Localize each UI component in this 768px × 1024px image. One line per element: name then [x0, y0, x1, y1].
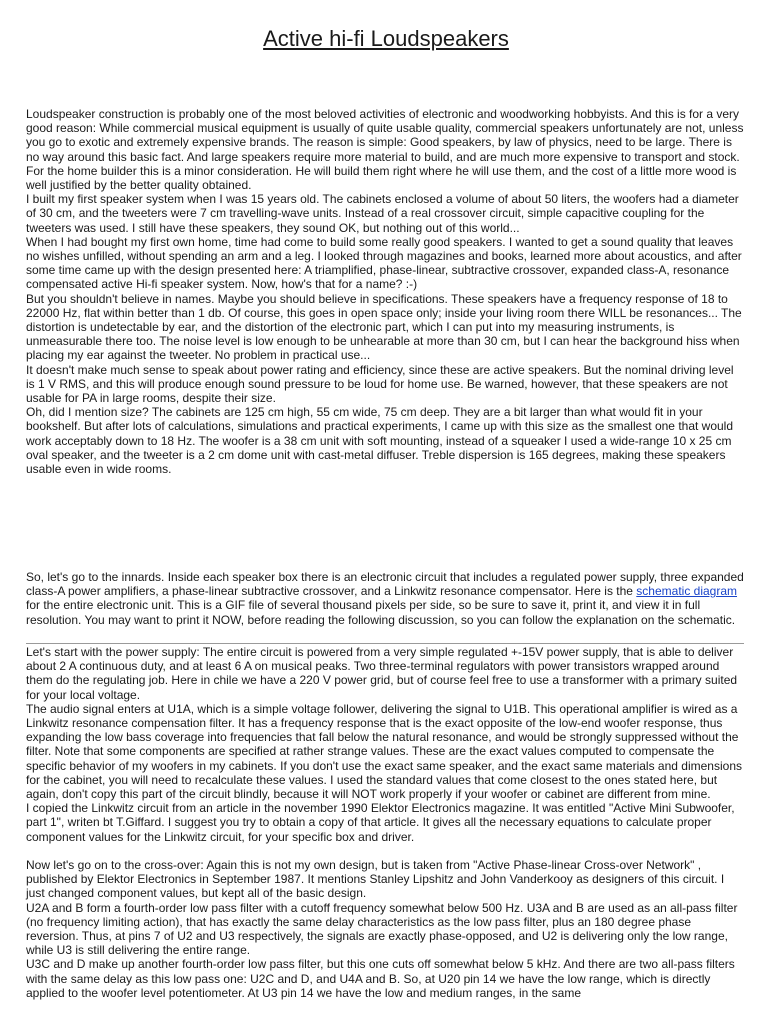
horizontal-divider: [26, 643, 744, 644]
paragraph: But you shouldn't believe in names. Maybe you should believe in specifications. These speakers have a frequency response of 18 to 22000 Hz, flat within better than 1 db. Of course, this goes in open space only; inside your living room there WILL be resonances... The distortion is undetectable by ear, and the distortion of the electronic part, which I can put into my measuring instruments, is unmeasurable there too. The noise level is low enough to be unhearable at more than 30 cm, but I can hear the background hiss when placing my ear against the tweeter. No problem in practical use...: [26, 291, 742, 363]
paragraph: I copied the Linkwitz circuit from an article in the november 1990 Elektor Electronics magazine. It was entitled "Active Mini Subwoofer, part 1", writen bt T.Giffard. I suggest you try to obtain a copy of that article. It gives all the necessary equations to calculate proper component values for the Linkwitz circuit, for your specific box and driver.: [26, 801, 735, 844]
paragraph: For the home builder this is a minor consideration. He will build them right where he will use them, and the cost of a little more wood is well justified by the better quality obtained.: [26, 163, 737, 193]
paragraph: It doesn't make much sense to speak about power rating and efficiency, since these are active speakers. But the nominal driving level is 1 V RMS, and this will produce enough sound pressure to be loud for home use. Be warned, however, that these speakers are not usable for PA in large rooms, despite their size.: [26, 362, 734, 406]
paragraph: U3C and D make up another fourth-order low pass filter, but this one cuts off somewhat below 5 kHz. And there are two all-pass filters with the same delay as this low pass one: U2C and D, and U4A and B. So, at U20 pin 14 we have the low range, which is directly applied to the woofer level potentiometer. At U3 pin 14 we have the low and medium ranges, in the same: [26, 957, 735, 1000]
innards-section: [26, 570, 744, 627]
paragraph: U2A and B form a fourth-order low pass filter with a cutoff frequency somewhat below 500 Hz. U3A and B are used as an all-pass filter (no frequency limiting action), that has exactly the same delay characteristics as the low pass filter, plus an 180 degree phase reversion. Thus, at pins 7 of U2 and U3 respectively, the signals are exactly phase-opposed, and U2 is delivering only the low range, while U3 is still delivering the entire range.: [26, 900, 738, 958]
paragraph: Let's start with the power supply: The entire circuit is powered from a very simple regulated +-15V power supply, that is able to deliver about 2 A continuous duty, and at least 6 A on musical peaks. Two three-terminal regulators with power transistors wrapped around them do the regulating job. Here in chile we have a 220 V power grid, but of course feel free to use a transformer with a primary suited for your local voltage.: [26, 645, 738, 702]
paragraph: Now let's go on to the cross-over: Again this is not my own design, but is taken from "Active Phase-linear Cross-over Network" , published by Elektor Electronics in September 1987. It mentions Stanley Lipshitz and John Vanderkooy as designers of this circuit. I just changed component values, but kept all of the basic design.: [26, 858, 725, 901]
document-page: [26, 0, 746, 1024]
innards-text-before: So, let's go to the innards. Inside each speaker box there is an electronic circuit that includes a regulated power supply, three expanded class-A power amplifiers, a phase-linear subtractive crossover, and a Linkwitz resonance compensator. Here is the: [26, 570, 744, 599]
paragraph: [26, 570, 744, 627]
intro-section: [26, 107, 744, 476]
page-title: Active hi-fi Loudspeakers: [263, 26, 509, 51]
paragraph: Oh, did I mention size? The cabinets are 125 cm high, 55 cm wide, 75 cm deep. They are a bit larger than what would fit in your bookshelf. But after lots of calculations, simulations and practical experiments, I came up with this size as the smallest one that would work acceptably down to 18 Hz. The woofer is a 38 cm unit with soft mounting, instead of a squeaker I used a wide-range 10 x 25 cm oval speaker, and the tweeter is a 2 cm dome unit with cast-metal diffuser. Treble dispersion is 165 degrees, making these speakers usable even in wide rooms.: [26, 405, 734, 477]
schematic-diagram-link[interactable]: schematic diagram: [636, 584, 738, 599]
paragraph: Loudspeaker construction is probably one of the most beloved activities of electronic and woodworking hobbyists. And this is for a very good reason: While commercial musical equipment is usually of quite usable quality, commercial speakers unfortunately are not, unless you go to exotic and extremely expensive brands. The reason is simple: Good speakers, by law of physics, need to be large. There is no way around this basic fact. And large speakers require more material to build, and are much more expensive to transport and stock.: [26, 107, 744, 164]
paragraph: I built my first speaker system when I was 15 years old. The cabinets enclosed a volume of about 50 liters, the woofers had a diameter of 30 cm, and the tweeters were 7 cm travelling-wave units. Instead of a real crossover circuit, simple capacitive coupling for the tweeters was used. I still have these speakers, they sound OK, but nothing out of this world...: [26, 192, 739, 235]
paragraph-gap: [26, 844, 744, 858]
paragraph: When I had bought my first own home, time had come to build some really good speakers. I wanted to get a sound quality that leaves no wishes unfilled, without spending an arm and a leg. I looked through magazines and books, learned more about acoustics, and after some time came up with the design presented here: A triamplified, phase-linear, subtractive crossover, expanded class-A, resonance compensated active Hi-fi speaker system. Now, how's that for a name? :-): [26, 234, 742, 292]
circuit-section: [26, 645, 744, 1000]
paragraph: The audio signal enters at U1A, which is a simple voltage follower, delivering the signal to U1B. This operational amplifier is wired as a Linkwitz resonance compensation filter. It has a frequency response that is the exact opposite of the low-end woofer response, thus expanding the low bass coverage into frequencies that fall below the natural resonance, and would be strongly suppressed without the filter. Note that some components are specified at rather strange values. These are the exact values computed to compensate the specific behavior of my woofers in my cabinets. If you don't use the exact same speaker, and the exact same materials and dimensions for the cabinet, you will need to recalculate these values. I used the standard values that come closest to the ones stated here, but again, don't copy this part of the circuit blindly, because it will NOT work properly if your woofer or cabinet are different from mine.: [26, 701, 742, 802]
innards-text-after: for the entire electronic unit. This is a GIF file of several thousand pixels per side, so be sure to save it, print it, and view it in full resolution. You may want to print it NOW, before reading the following discussion, so you can follow the explanation on the schematic.: [26, 598, 736, 627]
